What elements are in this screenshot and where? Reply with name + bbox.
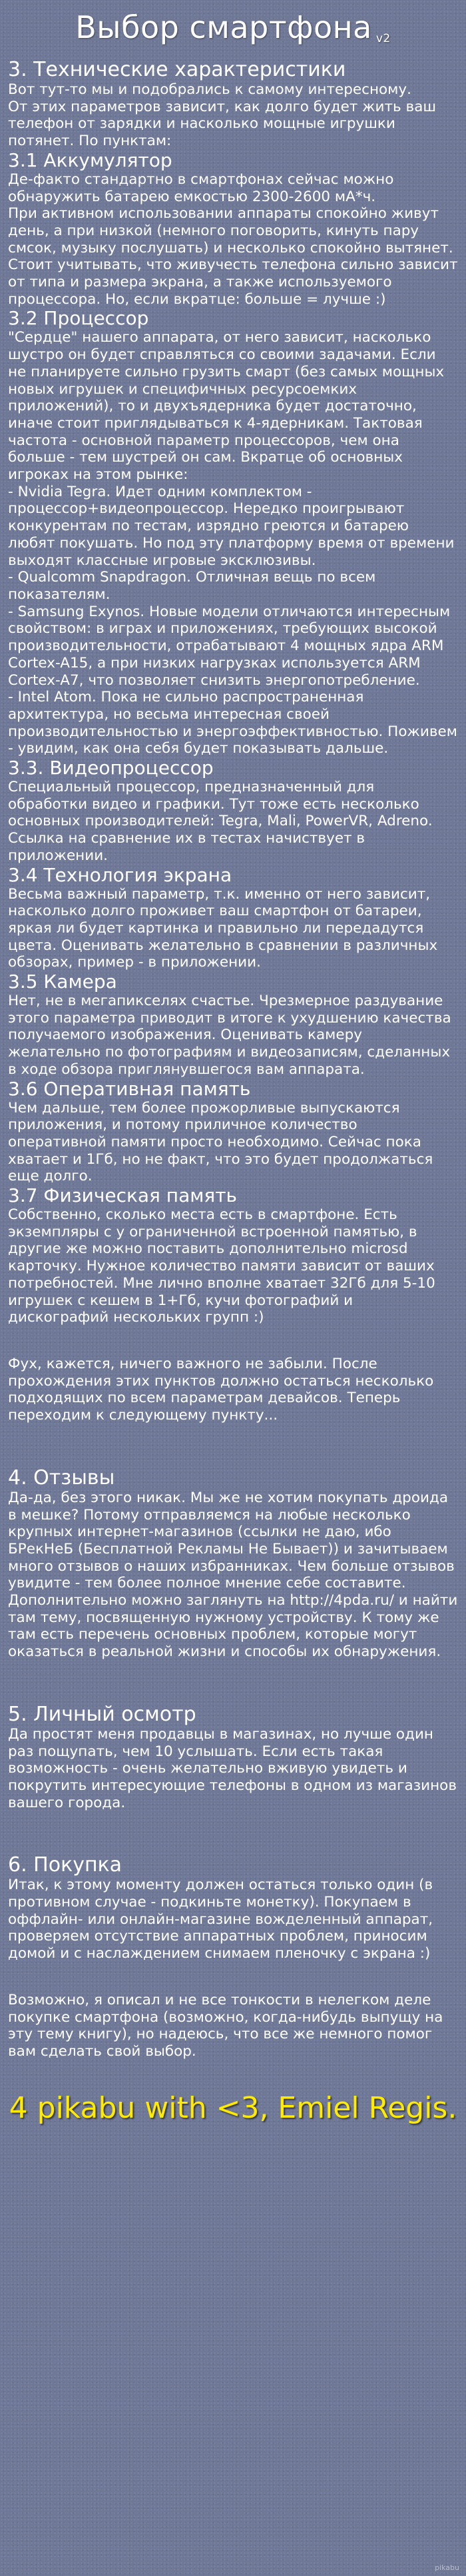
subsection-text: Собственно, сколько места есть в смартфоне. Есть экземпляры с у ограниченной встроенной памятью, в другие же можно поставить дополнительно microsd карточку. Нужное количество памяти зависит от ваших потребностей. Мне лично вполне хватает 32Гб для 5-10 игрушек с кешем в 1+Гб, кучи фотографий и дискографий нескольких групп :): [8, 1206, 435, 1326]
subsection-text: Специальный процессор, предназначенный для обработки видео и графики. Тут тоже есть несколько основных производителей: Tegra, Mali, PowerVR, Adreno. Ссылка на сравнение их в тестах начиствует в приложении.: [8, 779, 433, 864]
subsection-heading: 3.1 Аккумулятор: [8, 149, 172, 171]
section-3-outro: Фух, кажется, ничего важного не забыли. После прохождения этих пунктов должно остаться несколько подходящих по всем параметрам девайсов. Теперь переходим к следующему пункту...: [8, 1356, 434, 1424]
section-5-heading: 5. Личный осмотр: [8, 1702, 196, 1726]
page-title: [8, 0, 458, 56]
subsection-heading: 3.5 Камера: [8, 971, 117, 993]
subsection-heading: 3.7 Физическая память: [8, 1184, 238, 1207]
spacer: [8, 1424, 458, 1464]
signature: 4 pikabu with <3, Emiel Regis.: [9, 2090, 457, 2125]
version-label: v2: [375, 32, 391, 45]
spacer: [8, 1661, 458, 1701]
subsection-heading: 3.6 Оперативная память: [8, 1077, 251, 1100]
closing-text: Возможно, я описал и не все тонкости в нелегком деле покупке смартфона (возможно, когда-нибудь выпущу на эту тему книгу), но надеюсь, что все же немного помог вам сделать свой выбор.: [8, 1991, 443, 2060]
subsection-text: Чем дальше, тем более прожорливые выпускаются приложения, и потому приличное количество оперативной памяти просто необходимо. Сейчас пока хватает и 1Гб, но не факт, что это будет продолжаться еще долго.: [8, 1099, 433, 1185]
page-title-text: Выбор смартфона: [75, 9, 372, 45]
subsection-text: Де-факто стандартно в смартфонах сейчас можно обнаружить батарею емкостью 2300-2600 мА*ч. При активном использовании аппараты спокойно живут день, а при низкой (немного поговорить, кинуть пару смсок, музыку послушать) и несколько спокойно вытянет. Стоит учитывать, что живучесть телефона сильно зависит от типа и размера экрана, а также используемого процессора. Но, если вкратце: больше = лучше :): [8, 171, 458, 308]
subsection-text: Нет, не в мегапикселях счастье. Чрезмерное раздувание этого параметра приводит в итоге к ухудшению качества получаемого изображения. Оценивать камеру желательно по фотографиям и видеозаписям, сделанных в ходе обзора приглянувшегося вам аппарата.: [8, 993, 451, 1078]
spacer: [8, 1962, 458, 1992]
subsection-text: Весьма важный параметр, т.к. именно от него зависит, насколько долго проживет ваш смартфон от батареи, яркая ли будет картинка и правильно ли передадутся цвета. Оценивать желательно в сравнении в различных обзорах, пример - в приложении.: [8, 885, 438, 971]
section-3-intro: Вот тут-то мы и подобрались к самому интересному. От этих параметров зависит, как долго будет жить ваш телефон от зарядки и насколько мощные игрушки потянет. По пунктам:: [8, 81, 437, 150]
section-3-heading: 3. Технические характеристики: [8, 58, 346, 81]
subsection-heading: 3.4 Технология экрана: [8, 863, 232, 886]
section-6-text: Итак, к этому моменту должен остаться только один (в противном случае - подкиньте монетку). Покупаем в оффлайн- или онлайн-магазине вожделенный аппарат, проверяем отсутствие аппаратных проблем, приносим домой и с наслаждением снимаем пленочку с экрана :): [8, 1877, 433, 1962]
watermark: pikabu: [435, 2563, 459, 2572]
section-6-heading: 6. Покупка: [8, 1853, 122, 1877]
subsection-heading: 3.2 Процессор: [8, 307, 149, 330]
subsection-text: "Сердце" нашего аппарата, от него зависит, насколько шустро он будет справляться со своими задачами. Если не планируете сильно грузить смарт (без самых мощных новых игрушек и специфичных ресурсоемких приложений), то и двухъядерника будет достаточно, иначе стоит приглядываться к 4-ядерникам. Тактовая частота - основной параметр процессоров, чем она больше - тем шустрей он сам. Вкратце об основных игроках на этом рынке: - Nvidia Tegra. Идет одним комплектом - процессор+видеопроцессор. Нередко проигрывают конкурентам по тестам, изрядно греются и батарею любят покушать. Но под эту платформу время от времени выходят классные игровые эксклюзивы. - Qualcomm Snapdragon. Отличная вещь по всем показателям. - Samsung Exynos. Новые модели отличаются интересным свойством: в играх и приложениях, требующих высокой производительности, отрабатывают 4 мощных ядра ARM Cortex-A15, а при низких нагрузках используется ARM Cortex-A7, что позволяет снизить энергопотребление. - Intel Atom. Пока не сильно распространенная архитектура, но весьма интересная своей производительностью и энергоэффективностью. Поживем - увидим, как она себя будет показывать дальше.: [8, 329, 457, 757]
subsection-heading: 3.3. Видеопроцессор: [8, 757, 214, 779]
section-5-text: Да простят меня продавцы в магазинах, но лучше один раз пощупать, чем 10 услышать. Если есть такая возможность - очень желательно вживую увидеть и покрутить интересующие телефоны в одном из магазинов вашего города.: [8, 1725, 457, 1811]
section-4-heading: 4. Отзывы: [8, 1466, 115, 1490]
section-4-text: Да-да, без этого никак. Мы же не хотим покупать дроида в мешке? Потому отправляемся на любые несколько крупных интернет-магазинов (ссылки не даю, ибо БРекНеБ (Бесплатной Рекламы Не Бывает)) и зачитываем много отзывов о наших избранниках. Чем больше отзывов увидите - тем более полное мнение себе составите. Дополнительно можно заглянуть на http://4pda.ru/ и найти там тему, посвященную нужному устройству. К тому же там есть перечень основных проблем, которые могут оказаться в реальной жизни и способы их обнаружения.: [8, 1489, 458, 1661]
spacer: [8, 1811, 458, 1851]
spacer: [8, 1326, 458, 1356]
